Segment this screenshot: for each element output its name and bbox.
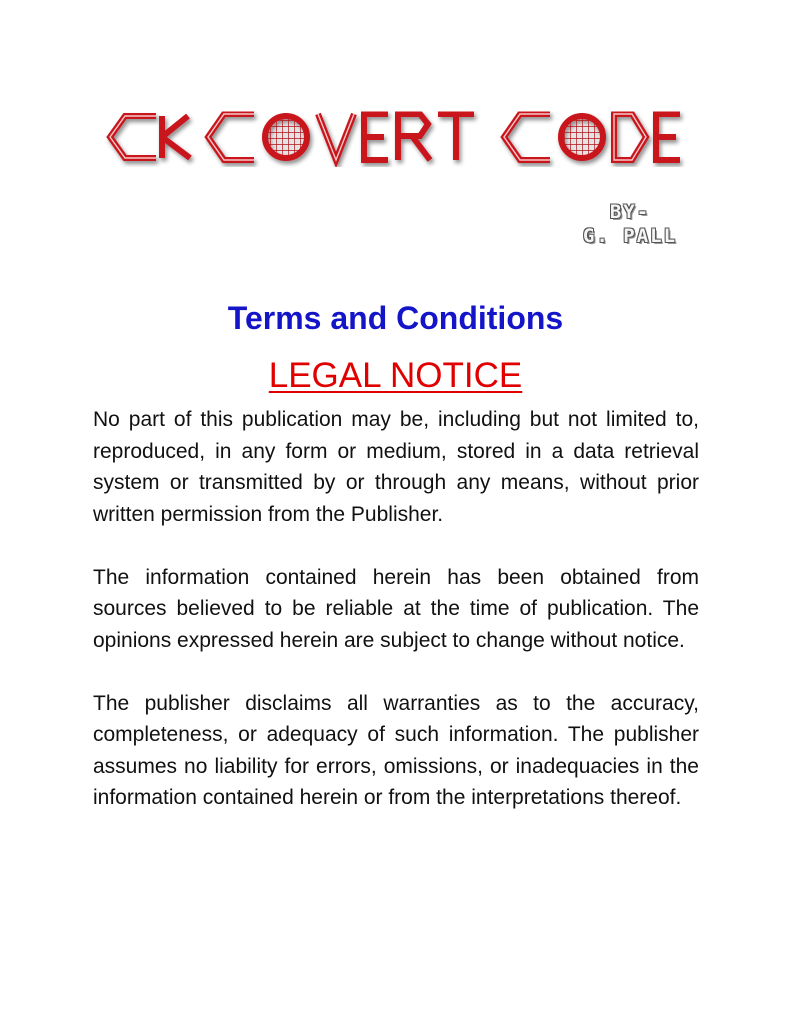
legal-body [93,404,699,845]
page-title: Terms and Conditions [227,300,564,336]
byline-author: G. PALL [582,225,678,247]
paragraph-disclaimer: The publisher disclaims all warranties as to the accuracy, completeness, or adequacy of such information. The publisher assumes no liability for errors, omissions, or inadequacies in the information contained herein or from the interpretations thereof. [93,691,699,809]
paragraph-reproduction: No part of this publication may be, including but not limited to, reproduced, in any form or medium, stored in a data retrieval system or transmitted by or through any means, without prior written permission from the Publisher. [93,408,699,526]
byline-prefix: BY- [609,201,651,223]
legal-notice-heading: LEGAL NOTICE [268,356,523,395]
paragraph-information: The information contained herein has been obtained from sources believed to be reliable at the time of publication. The opinions expressed herein are subject to change without notice. [93,565,699,652]
covert-code-logo [0,0,791,190]
logo-text: CK COVERT CODE [395,186,404,187]
byline [560,200,700,248]
